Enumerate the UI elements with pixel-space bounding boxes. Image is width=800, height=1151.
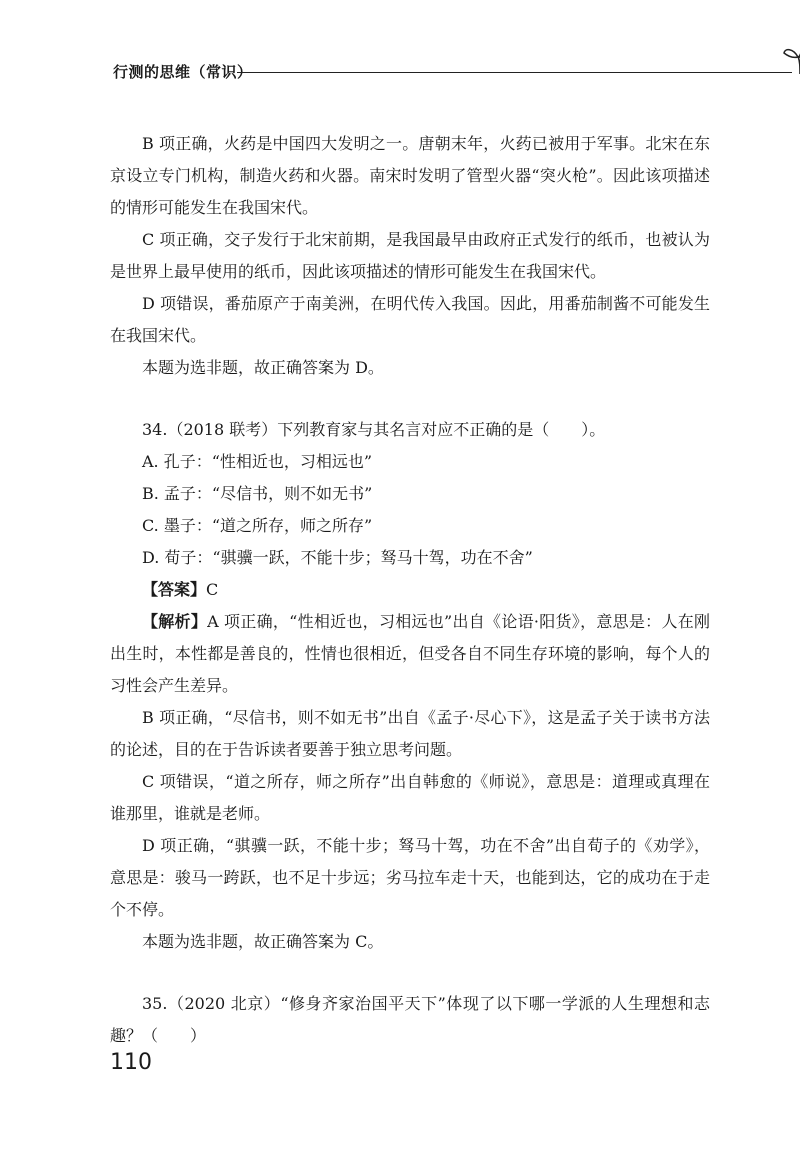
option-c-explanation: C 项正确，交子发行于北宋前期，是我国最早由政府正式发行的纸币，也被认为是世界上最早使用的纸币，因此该项描述的情形可能发生在我国宋代。	[110, 230, 710, 281]
question-34-answer	[110, 574, 710, 606]
question-34-analysis-a	[110, 606, 710, 702]
question-33-conclusion: 本题为选非题，故正确答案为 D。	[142, 358, 384, 377]
page-number: 110	[110, 1050, 152, 1075]
question-34-stem: 34.（2018 联考）下列教育家与其名言对应不正确的是（ ）。	[142, 420, 606, 439]
page-body	[110, 128, 710, 1052]
header-title: 行测的思维（常识）	[113, 63, 253, 81]
question-34-analysis-d: D 项正确，“骐骥一跃，不能十步；驽马十驾，功在不舍”出自荀子的《劝学》，意思是：骏马一跨跃，也不足十步远；劣马拉车走十天，也能到达，它的成功在于走个不停。	[110, 836, 710, 919]
question-34-option-b: B. 孟子：“尽信书，则不如无书”	[142, 484, 373, 503]
question-34-option-a: A. 孔子：“性相近也，习相远也”	[142, 452, 373, 471]
question-34-option-d: D. 荀子：“骐骥一跃，不能十步；驽马十驾，功在不舍”	[142, 548, 533, 567]
question-35-stem: 35.（2020 北京）“修身齐家治国平天下”体现了以下哪一学派的人生理想和志趣？（ ）	[110, 994, 710, 1045]
sprout-icon	[783, 44, 800, 76]
question-34-option-c: C. 墨子：“道之所存，师之所存”	[142, 516, 373, 535]
option-b-explanation: B 项正确，火药是中国四大发明之一。唐朝末年，火药已被用于军事。北宋在东京设立专门机构，制造火药和火器。南宋时发明了管型火器“突火枪”。因此该项描述的情形可能发生在我国宋代。	[110, 134, 710, 217]
running-header	[113, 58, 713, 88]
question-34-conclusion: 本题为选非题，故正确答案为 C。	[142, 932, 384, 951]
question-34-analysis-c: C 项错误，“道之所存，师之所存”出自韩愈的《师说》，意思是：道理或真理在谁那里，谁就是老师。	[110, 772, 710, 823]
question-34-analysis-b: B 项正确，“尽信书，则不如无书”出自《孟子·尽心下》，这是孟子关于读书方法的论述，目的在于告诉读者要善于独立思考问题。	[110, 708, 710, 759]
header-rule	[237, 72, 792, 73]
analysis-tag: 【解析】	[142, 612, 208, 631]
option-d-explanation: D 项错误，番茄原产于南美洲，在明代传入我国。因此，用番茄制酱不可能发生在我国宋代。	[110, 294, 710, 345]
analysis-a-text: A 项正确，“性相近也，习相远也”出自《论语·阳货》，意思是：人在刚出生时，本性都是善良的，性情也很相近，但受各自不同生存环境的影响，每个人的习性会产生差异。	[110, 612, 710, 695]
answer-tag: 【答案】	[142, 580, 207, 599]
answer-value: C	[206, 580, 219, 599]
